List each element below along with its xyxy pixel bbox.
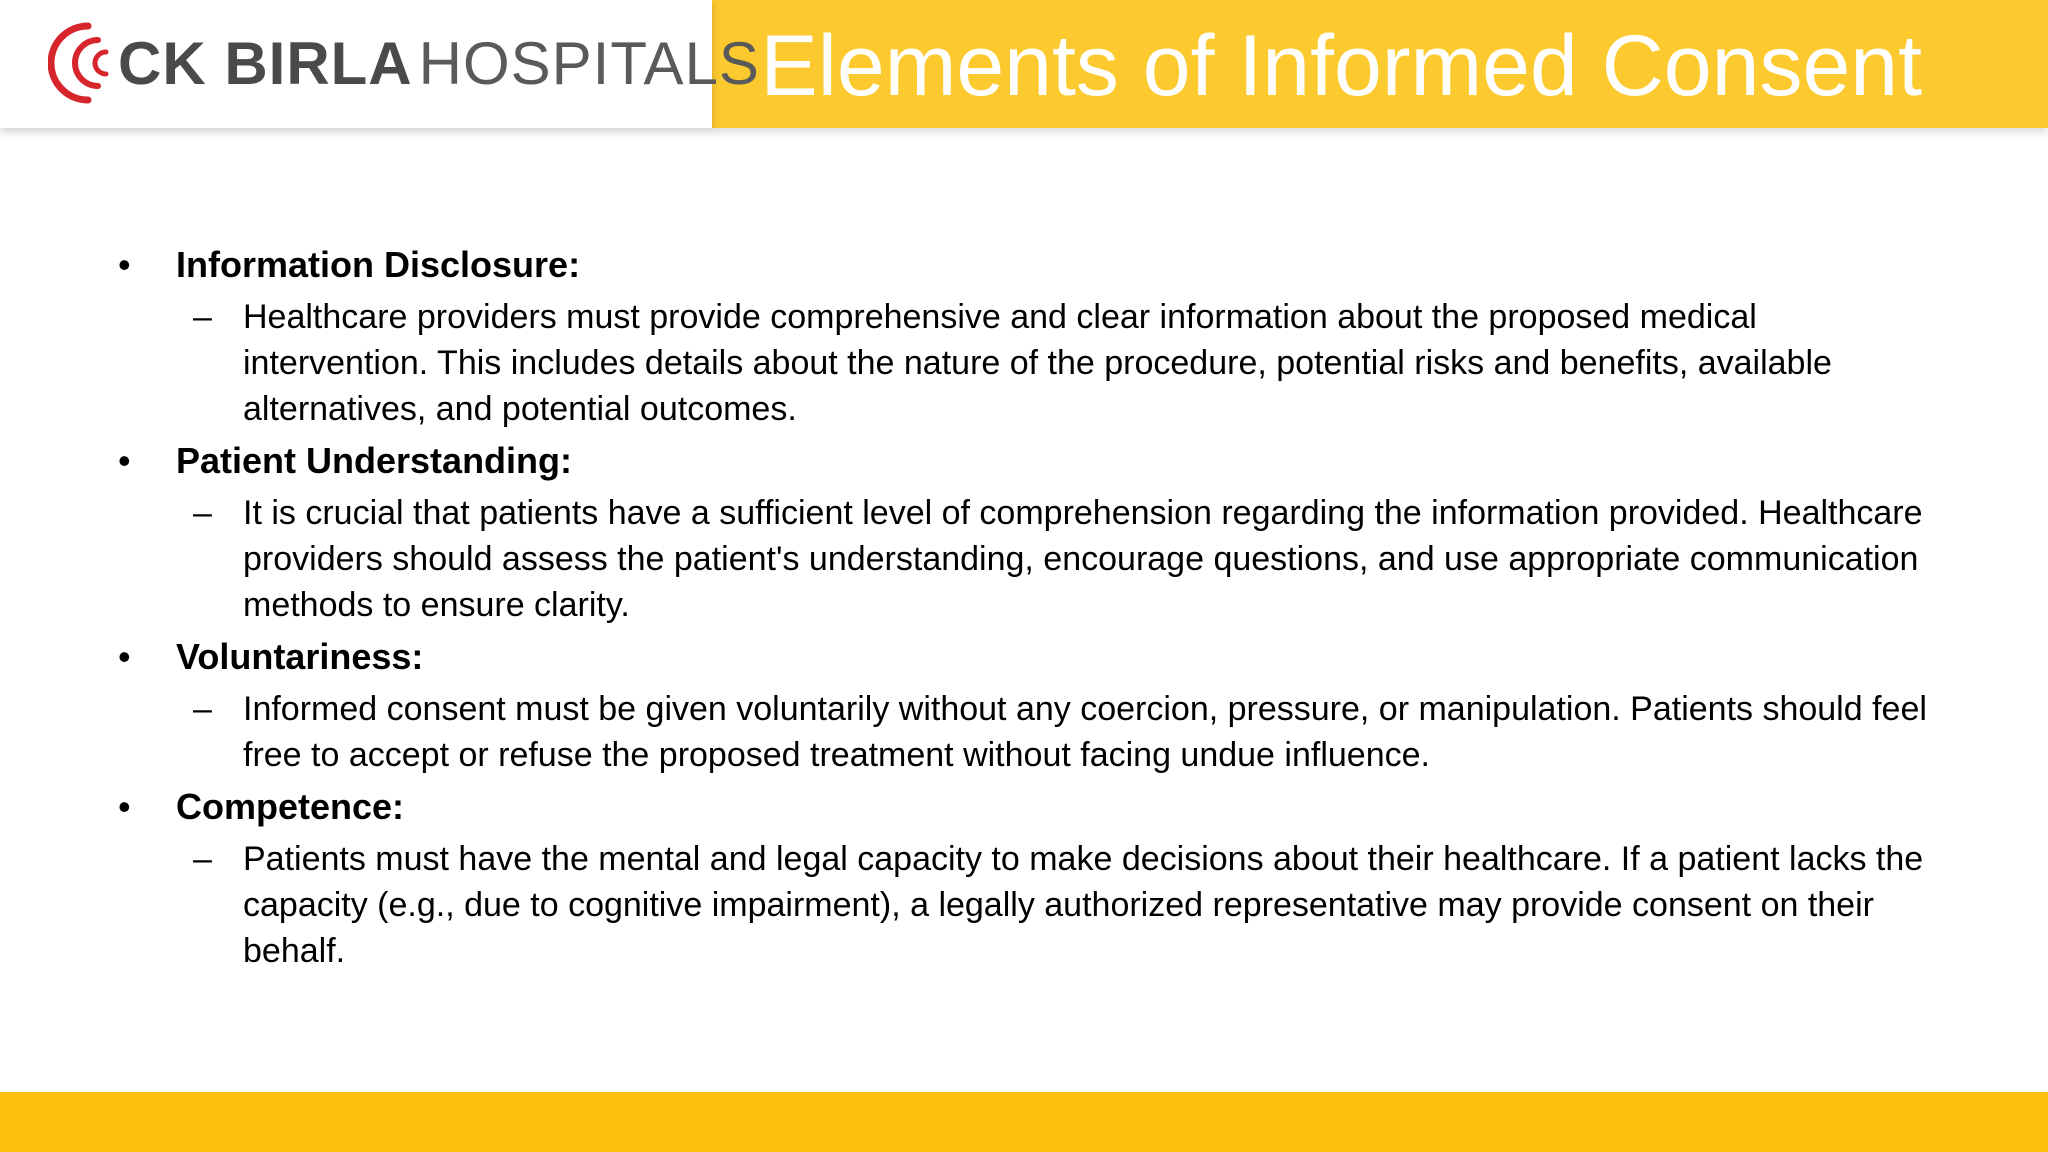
sub-bullet [0, 836, 1943, 974]
dash-marker: – [193, 494, 212, 532]
sub-bullet-text: Informed consent must be given voluntarily without any coercion, pressure, or manipulation. Patients should feel free to accept or refuse the proposed treatment without facing undue influence. [243, 690, 1927, 774]
heading-text: Information Disclosure: [176, 244, 581, 285]
sub-bullet-text: Patients must have the mental and legal capacity to make decisions about their healthcare. If a patient lacks the capacity (e.g., due to cognitive impairment), a legally authorized representative may provide consent on their behalf. [243, 840, 1924, 970]
bullet-heading [0, 778, 2048, 836]
ck-birla-logo-icon [48, 18, 118, 108]
slide-content [0, 236, 2048, 974]
sub-bullet [0, 686, 1943, 778]
sub-bullet-text: It is crucial that patients have a sufficient level of comprehension regarding the information provided. Healthcare providers should assess the patient's understanding, encourage questions, and use appropriate communication methods to ensure clarity. [243, 494, 1923, 624]
logo-bold-text: CK BIRLA [118, 30, 413, 97]
dash-marker: – [193, 298, 212, 336]
heading-text: Competence: [176, 786, 405, 827]
sub-bullet [0, 294, 1943, 432]
dash-marker: – [193, 690, 212, 728]
bullet-dot: • [118, 440, 131, 481]
title-bar [712, 0, 2048, 128]
bullet-dot: • [118, 636, 131, 677]
bullet-dot: • [118, 244, 131, 285]
heading-text: Voluntariness: [176, 636, 424, 677]
sub-bullet-text: Healthcare providers must provide comprehensive and clear information about the proposed medical intervention. This includes details about the nature of the procedure, potential risks and benefits, available alternatives, and potential outcomes. [243, 298, 1832, 428]
dash-marker: – [193, 840, 212, 878]
bullet-heading [0, 628, 2048, 686]
bullet-heading [0, 236, 2048, 294]
bullet-heading [0, 432, 2048, 490]
sub-bullet [0, 490, 1943, 628]
logo-wordmark [118, 30, 760, 97]
logo-light-text: HOSPITALS [418, 30, 760, 97]
bullet-dot: • [118, 786, 131, 827]
footer-bar [0, 1092, 2048, 1152]
slide-header [0, 0, 2048, 128]
heading-text: Patient Understanding: [176, 440, 573, 481]
slide-title: Elements of Informed Consent [760, 18, 1922, 114]
logo-container [0, 0, 760, 128]
